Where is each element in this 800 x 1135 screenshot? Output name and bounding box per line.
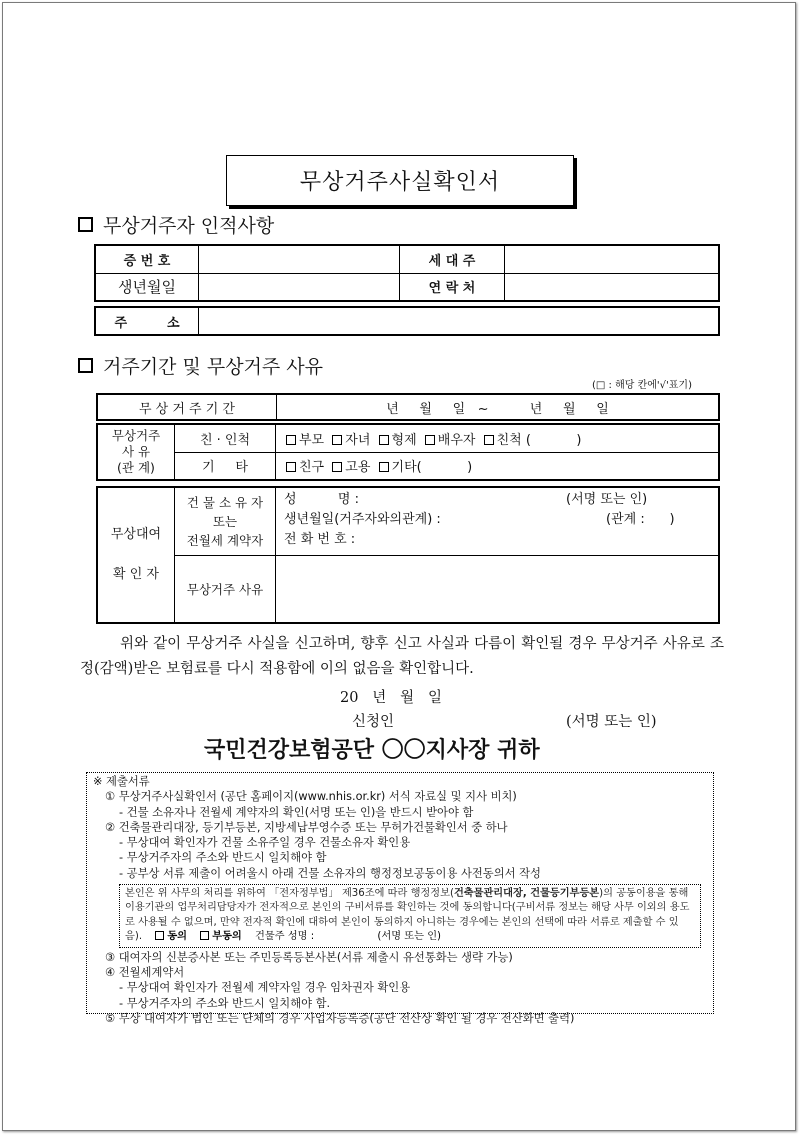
note-item-5: ⑤ 무상 대여자가 법인 또는 단체의 경우 사업자등록증(공단 전산상 확인 될 경우 전산화면 출력) — [105, 1011, 575, 1025]
owner-info — [276, 487, 720, 555]
option-relative[interactable]: 친척 ( ) — [484, 433, 582, 448]
free-reason-field[interactable] — [276, 555, 720, 623]
period-label: 무 상 거 주 기 간 — [97, 394, 277, 420]
period-field[interactable]: 년 월 일 ~ 년 월 일 — [277, 394, 720, 420]
option-sibling[interactable]: 형제 — [379, 433, 417, 448]
option-friend[interactable]: 친구 — [286, 460, 324, 475]
other-label: 기 타 — [175, 452, 276, 480]
note-item-1: ① 무상거주사실확인서 (공단 홈페이지(www.nhis.or.kr) 서식 자료실 및 지사 비치) — [105, 790, 517, 804]
option-employment[interactable]: 고용 — [332, 460, 370, 475]
lender-label: 무상대여 확 인 자 — [97, 487, 175, 623]
owner-name-sign[interactable]: (서명 또는 인) — [566, 492, 648, 507]
notes-header: ※ 제출서류 — [93, 775, 150, 788]
date-line: 20 년 월 일 — [340, 690, 442, 706]
id-number-field[interactable] — [199, 245, 400, 273]
birthdate-field[interactable] — [199, 273, 400, 301]
note-item-2-sub1: - 무상대여 확인자가 건물 소유주일 경우 건물소유자 확인용 — [119, 836, 411, 850]
free-reason-label: 무상거주 사유 — [175, 555, 276, 623]
note-item-1-sub: - 건물 소유자나 전월세 계약자의 확인(서명 또는 인)을 반드시 받아야 함 — [119, 805, 474, 819]
other-options — [276, 452, 720, 480]
address-field[interactable] — [199, 307, 720, 335]
applicant-label: 신청인 — [352, 714, 395, 730]
option-spouse[interactable]: 배우자 — [425, 433, 476, 448]
applicant-sign[interactable]: (서명 또는 인) — [566, 714, 657, 730]
consent-agree[interactable]: 동의 — [155, 931, 187, 942]
consent-sign[interactable]: (서명 또는 인) — [377, 931, 442, 943]
contact-field[interactable] — [505, 273, 720, 301]
owner-name-label: 성 명 : — [284, 492, 359, 507]
lender-table — [96, 486, 720, 624]
birthdate-label: 생년월일 — [95, 273, 199, 301]
note-item-2: ② 건축물관리대장, 등기부등본, 지방세납부영수증 또는 무허가건물확인서 중 하나 — [105, 820, 508, 834]
address-table — [94, 306, 720, 336]
reason-label: 무상거주 사 유 (관 계) — [97, 424, 175, 480]
household-head-label: 세 대 주 — [400, 245, 505, 273]
personal-info-table — [94, 244, 720, 302]
owner-phone-label: 전 화 번 호 : — [284, 532, 356, 547]
owner-label: 건 물 소 유 자 또는 전월세 계약자 — [175, 487, 276, 555]
reason-table — [96, 423, 720, 481]
option-other[interactable]: 기타( ) — [379, 460, 473, 475]
period-table — [96, 393, 720, 421]
option-child[interactable]: 자녀 — [332, 433, 370, 448]
contact-label: 연 락 처 — [400, 273, 505, 301]
submission-notes — [86, 772, 714, 1025]
declaration-text: 위와 같이 무상거주 사실을 신고하며, 향후 신고 사실과 다름이 확인될 경우 무상거주 사유로 조정(감액)받은 보험료를 다시 적용함에 이의 없음을 확인합니다. — [80, 636, 724, 677]
checkbox-square-icon — [78, 217, 93, 232]
household-head-field[interactable] — [505, 245, 720, 273]
owner-birth-label: 생년월일(거주자와의관계) : — [284, 512, 441, 527]
checkbox-square-icon — [78, 358, 93, 373]
note-item-4-sub2: - 무상거주자의 주소와 반드시 일치해야 함. — [119, 996, 331, 1010]
section1-heading: 무상거주자 인적사항 — [78, 211, 274, 238]
consent-disagree[interactable]: 부동의 — [200, 931, 242, 942]
document-title: 무상거주사실확인서 — [226, 155, 574, 206]
relatives-label: 친 · 인척 — [175, 424, 276, 452]
check-hint: (□ : 해당 칸에'√'표기) — [592, 380, 692, 391]
owner-relation[interactable]: (관계 : ) — [606, 512, 675, 527]
consent-box: 본인은 위 사무의 처리를 위하여 「전자정부법」 제36조에 따라 행정정보(건축물관리대장, 건물등기부등본)의 공동이용을 통해 이용기관의 업무처리담당자가 전자적으로 본인의 구비서류를 확인하는 것에 동의합니다(구비서류 정보는 해당 사무 이외의 용도로 사용될 수 없으며, 만약 전자적 확인에 대하여 본인이 동의하지 아니하는 경우에는 본인의 선택에 따라 서류로 제출할 수 있음). 동의 부동의 건물주 성명 : (서명 또는 인) — [119, 884, 701, 948]
id-number-label: 증 번 호 — [95, 245, 199, 273]
consent-owner-name: 건물주 성명 : — [255, 931, 315, 943]
section2-heading: 거주기간 및 무상거주 사유 — [78, 352, 323, 379]
note-item-2-sub3: - 공부상 서류 제출이 어려울시 아래 건물 소유자의 행정정보공동이용 사전동의서 작성 — [119, 866, 541, 880]
note-item-3: ③ 대여자의 신분증사본 또는 주민등록등본사본(서류 제출시 유선통화는 생략 가능) — [105, 950, 513, 964]
relatives-options — [276, 424, 720, 452]
option-parent[interactable]: 부모 — [286, 433, 324, 448]
addressee: 국민건강보험공단 〇〇지사장 귀하 — [204, 737, 540, 763]
note-item-4: ④ 전월세계약서 — [105, 966, 185, 979]
address-label: 주 소 — [95, 307, 199, 335]
note-item-2-sub2: - 무상거주자의 주소와 반드시 일치해야 함 — [119, 851, 327, 865]
note-item-4-sub1: - 무상대여 확인자가 전월세 계약자일 경우 임차권자 확인용 — [119, 981, 411, 995]
